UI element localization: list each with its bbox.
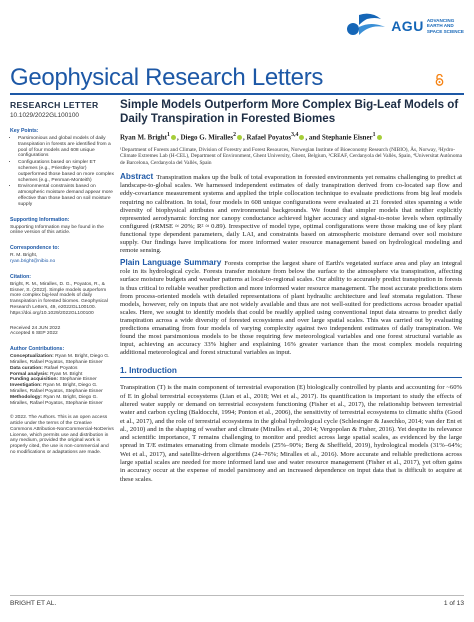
- abstract-heading: Abstract: [120, 172, 154, 182]
- sidebar: [10, 98, 114, 598]
- abstract-text: Transpiration makes up the bulk of total evaporation in forested environments yet remains challenging to predict at landscape-to-global scales. We harnessed independent estimates of daily transpiration derived from co-located sap flow and eddy-covariance measurement systems and applied the triple collocation technique to evaluate predictions from big leaf models requiring no calibration. In total, four models in 608 unique configurations were evaluated at 21 forested sites spanning a wide diversity of biophysical attributes and environmental backgrounds. We found that simpler models that neither explicitly represented aerodynamic forcing nor canopy conductance achieved higher accuracy and signal-to-noise levels when optimally configured (rRMSE ≈ 20%; R² ≈ 0.89). Irrespective of model type, optimal configurations were those making use of key plant functional type dependent parameters, daily LAI, and constraints based on atmospheric moisture demand over soil moisture supply. Our findings have implications for more informed water resource management based on hydrological modeling and remote sensing.: [120, 174, 462, 255]
- footer-rule: [10, 595, 464, 596]
- accepted-date: Accepted 6 SEP 2022: [10, 331, 58, 337]
- article-type: RESEARCH LETTER: [10, 100, 99, 110]
- license-text: © 2022. The Authors. This is an open access article under the terms of the Creative Commons Attribution-NonCommercial-NoDerivs License, which permits use and distribution in any medium, provided the original work is properly cited, the use is non-commercial and no modifications or adaptations are made.: [10, 415, 114, 456]
- key-point: • Environmental constraints based on atmospheric moisture demand appear more effective than those based on soil moisture supply: [18, 184, 114, 207]
- supporting-info: [10, 217, 114, 237]
- correspondence: [10, 245, 114, 265]
- dates: [10, 326, 114, 338]
- correspondence-email[interactable]: ryan.bright@nibio.no: [10, 258, 56, 264]
- citation: [10, 274, 114, 317]
- citation-heading: Citation:: [10, 273, 32, 280]
- globe-icon: [345, 9, 389, 43]
- logo-tagline: ADVANCING EARTH AND SPACE SCIENCE: [426, 17, 464, 34]
- key-point: • Parsimonious and global models of daily transpiration in forests are identified from a pool of four models and 608 unique configurations: [18, 136, 114, 159]
- section-heading: 1. Introduction: [120, 366, 177, 376]
- orcid-icon[interactable]: [171, 135, 176, 140]
- citation-text: Bright, R. M., Miralles, D. G., Poyatos, R., & Eisner, S. (2022). Simple models outperform more complex big-leaf models of daily transpiration in forested biomes. Geophysical Research Letters, 49, e2022GL100100. https://doi.org/10.1029/2022GL100100: [10, 281, 108, 316]
- page-header: [0, 0, 474, 52]
- logo-wordmark: AGU: [391, 18, 424, 34]
- contribution-item: Formal analysis: Ryan M. Bright: [10, 371, 83, 377]
- contributions-heading: Author Contributions:: [10, 346, 65, 353]
- orcid-icon[interactable]: [299, 135, 304, 140]
- license: [10, 415, 114, 456]
- key-points: [10, 128, 114, 208]
- running-author: BRIGHT ET AL.: [10, 600, 57, 607]
- author-name: Rafael Poyatos: [246, 133, 292, 142]
- page-number: 1 of 13: [443, 600, 464, 607]
- orcid-icon[interactable]: [377, 135, 382, 140]
- contribution-item: Data curation: Rafael Poyatos: [10, 365, 78, 371]
- supporting-heading: Supporting Information:: [10, 216, 70, 223]
- correspondence-name: R. M. Bright,: [10, 253, 38, 259]
- author-contributions: [10, 346, 114, 406]
- contribution-item: Investigation: Ryan M. Bright, Diego G. Miralles, Rafael Poyatos, Stephanie Eisner: [10, 383, 103, 394]
- author-name: and Stephanie Eisner: [308, 133, 373, 142]
- orcid-icon[interactable]: [237, 135, 242, 140]
- section-rule: [120, 377, 462, 378]
- contribution-item: Funding acquisition: Stephanie Eisner: [10, 377, 97, 383]
- contribution-item: Methodology: Ryan M. Bright, Diego G. Miralles, Rafael Poyatos, Stephanie Eisner: [10, 394, 103, 406]
- main-column: [120, 98, 462, 484]
- author-name: Ryan M. Bright: [120, 133, 168, 142]
- received-date: Received 24 JUN 2022: [10, 325, 61, 331]
- open-access-icon[interactable]: [435, 74, 444, 86]
- header-rule: [10, 93, 464, 95]
- correspondence-heading: Correspondence to:: [10, 245, 60, 252]
- agu-logo: [345, 6, 464, 46]
- journal-title: Geophysical Research Letters: [10, 64, 324, 91]
- introduction-text: Transpiration (T) is the main component of terrestrial evaporation (E) biologically controlled by plants and accounting for ~60% of E in global terrestrial ecosystems (Lian et al., 2018; Wei et al., 2017). Its quantification is important to study the effects of altered water supply or demand on terrestrial ecosystem functioning (Fisher et al., 2017), the relationship between terrestrial water and carbon cycling (Baldocchi, 1994; Ponton et al., 2006), the sensitivity of terrestrial ecosystems to climatic shifts (Good et al., 2017), and the role of terrestrial ecosystems in the global hydrological cycle (Schlesinger & Jasechko, 2014; van der Ent et al., 2010) and in the shaping of weather and climate (Miralles et al., 2014; Vergopolan & Fisher, 2016). Yet despite its relevance and scientific importance, T remains challenging to monitor and predict across large spatial scales, as evidenced by the large spread in T/E estimates emanating from climate models (25%–90%; Berg & Sheffield, 2019), hydrological models (31%–64%; Wei et al., 2017), and satellite-driven algorithms (24–76%; Miralles et al., 2016). More accurate and reliable predictions across large spatial scales are needed for more informed land use and water resource management (Fisher et al., 2017), yet often gains in accuracy occur at the expense of model parsimony and an increased dependence on input data that is difficult to acquire at these scales.: [120, 384, 462, 483]
- pls-heading: Plain Language Summary: [120, 258, 222, 268]
- doi[interactable]: 10.1029/2022GL100100: [10, 112, 79, 119]
- supporting-text: Supporting Information may be found in the online version of this article.: [10, 224, 104, 236]
- contribution-item: Conceptualization: Ryan M. Bright, Diego G. Miralles, Rafael Poyatos, Stephanie Eisner: [10, 354, 110, 365]
- pls-text: Forests comprise the largest share of Earth's vegetated surface area and play an integral role in its hydrological cycle. Forests transfer moisture from below the surface to the atmosphere via transpiration, affecting surface moisture budgets and weather patterns at local-to-regional scales. Our ability to accurately predict transpiration in forests is thus critical to reliable weather prediction and more informed water resource management. The most accurate predictions stem from process-oriented models with detailed representations of plant hydraulic architecture and leaf stomata regulation. These models, however, rely on inputs that are not widely available and thus are not well-suited for predictions across broader spatial scales. Here, we sought to identify models that could be readily applied using conventional input data streams to predict daily transpiration across a wide diversity of forested ecosystems and over large spatial scales. This was carried out by evaluating predictions emanating from four models of varying complexity against two independent estimates of daily transpiration. We found the most parsimonious models to be those requiring few meteorological variables and one forest structural variable as input, achieving an accuracy 33% higher and explaining 16% greater variance than the most complex models requiring additional meteorological and forest structural variables as input.: [120, 260, 462, 357]
- affiliations: ¹Department of Forests and Climate, Division of Forestry and Forest Resources, Norwegian Institute of Bioeconomy Research (NIBIO), Ås, Norway, ²Hydro-Climate Extremes Lab (H-CEL), Department of Environment, Ghent University, Ghent, Belgium, ³CREAF, Cerdanyola del Vallès, Spain, ⁴Universitat Autònoma de Barcelona, Cerdanyola del Vallès, Spain: [120, 146, 462, 166]
- author-name: Diego G. Miralles: [180, 133, 234, 142]
- key-point: • Configurations based on simpler ET schemes (e.g., Priestley-Taylor) outperformed those based on more complex schemes (e.g., Penman-Monteith): [18, 160, 114, 183]
- abstract: [120, 173, 462, 255]
- plain-language-summary: [120, 259, 462, 357]
- article-title: Simple Models Outperform More Complex Big-Leaf Models of Daily Transpiration in Forested Biomes: [120, 98, 459, 125]
- author-list: Ryan M. Bright$^1$ , Diego G. Miralles$^2$ , Rafael Poyatos$^{3,4}$ , and Stephanie Eisner$^1$: [120, 132, 462, 141]
- key-points-heading: Key Points:: [10, 128, 39, 134]
